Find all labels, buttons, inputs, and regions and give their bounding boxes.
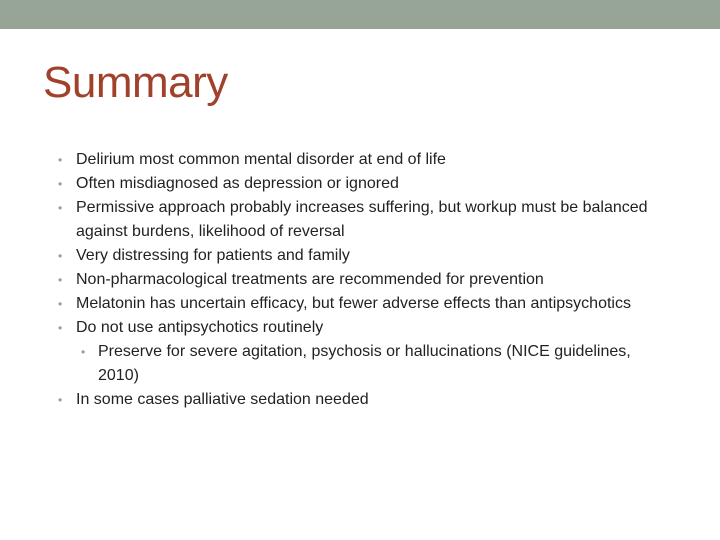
bullet-dot-icon: •: [58, 393, 63, 407]
bullet-dot-icon: •: [81, 345, 86, 359]
bullet-text: Delirium most common mental disorder at end of life: [76, 151, 446, 168]
bullet-text: Permissive approach probably increases suffering, but workup must be balanced against burdens, likelihood of reversal: [76, 199, 648, 240]
sub-bullet-item: [81, 340, 658, 388]
bullet-text: Often misdiagnosed as depression or ignored: [76, 175, 399, 192]
bullet-text: In some cases palliative sedation needed: [76, 391, 369, 408]
bullet-dot-icon: •: [58, 177, 63, 191]
bullet-item: [58, 388, 658, 412]
slide-title: Summary: [43, 58, 228, 107]
bullet-list: [58, 148, 658, 412]
bullet-text: Melatonin has uncertain efficacy, but fewer adverse effects than antipsychotics: [76, 295, 631, 312]
bullet-dot-icon: •: [58, 249, 63, 263]
bullet-item: [58, 244, 658, 268]
bullet-dot-icon: •: [58, 153, 63, 167]
bullet-item: [58, 316, 658, 340]
bullet-dot-icon: •: [58, 297, 63, 311]
bullet-dot-icon: •: [58, 321, 63, 335]
bullet-text: Do not use antipsychotics routinely: [76, 319, 324, 336]
bullet-item: [58, 196, 658, 244]
bullet-item: [58, 172, 658, 196]
bullet-dot-icon: •: [58, 273, 63, 287]
bullet-text: Preserve for severe agitation, psychosis or hallucinations (NICE guidelines, 2010): [98, 343, 631, 384]
bullet-text: Very distressing for patients and family: [76, 247, 350, 264]
bullet-item: [58, 292, 658, 316]
top-accent-bar: [0, 0, 720, 29]
bullet-text: Non-pharmacological treatments are recommended for prevention: [76, 271, 544, 288]
bullet-dot-icon: •: [58, 201, 63, 215]
bullet-item: [58, 148, 658, 172]
bullet-item: [58, 268, 658, 292]
